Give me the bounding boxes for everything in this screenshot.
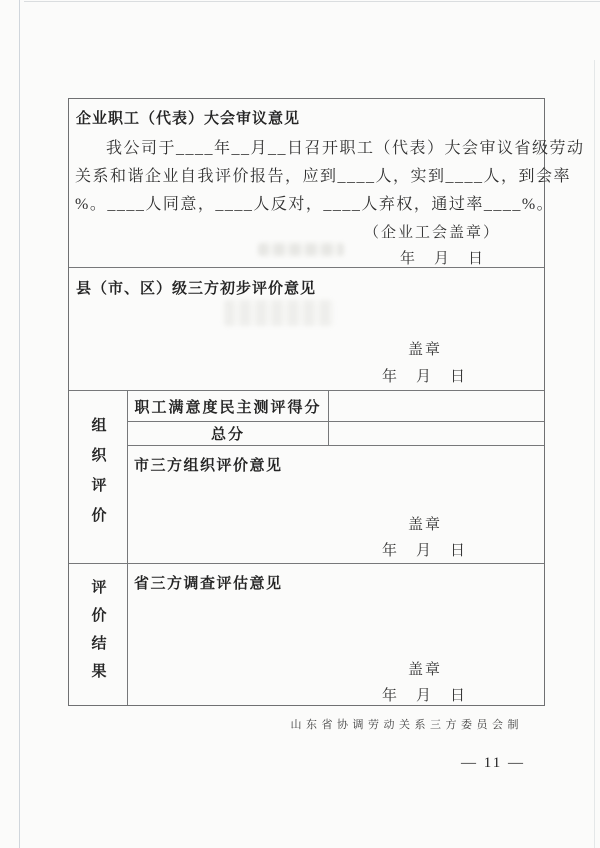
- page-number: — 11 —: [461, 755, 525, 771]
- union-seal-note: （企业工会盖章）: [363, 225, 500, 241]
- section-title: 企业职工（代表）大会审议意见: [76, 110, 301, 127]
- issuing-authority-note: 山东省协调劳动关系三方委员会制: [290, 719, 523, 731]
- satisfaction-score-label-cell: [128, 391, 329, 421]
- cell-label: 总分: [210, 426, 245, 443]
- table-row: [128, 422, 544, 446]
- section-title: 县（市、区）级三方初步评价意见: [76, 280, 317, 297]
- row-header-organization-evaluation: [69, 391, 128, 563]
- seal-label: 盖章: [407, 517, 442, 533]
- evaluation-form-table: [68, 98, 585, 706]
- section-organization-evaluation: [69, 391, 544, 564]
- organization-evaluation-content: [128, 391, 544, 563]
- satisfaction-score-value-cell: [329, 391, 544, 421]
- section-staff-congress-opinion: [69, 99, 585, 268]
- section-county-tripartite-opinion: [69, 268, 544, 391]
- date-line: 年 月 日: [381, 688, 467, 704]
- total-score-value-cell: [329, 422, 544, 445]
- body-text-line: 我公司于____年__月__日召开职工（代表）大会审议省级劳动: [106, 140, 585, 157]
- cell-label: 职工满意度民主测评得分: [134, 398, 322, 416]
- total-score-label-cell: [128, 422, 329, 445]
- section-title: 省三方调查评估意见: [134, 575, 283, 592]
- date-line: 年 月 日: [381, 543, 467, 559]
- table-row: [128, 391, 544, 422]
- body-text-line: 关系和谐企业自我评价报告，应到____人，实到____人，到会率: [75, 168, 572, 185]
- body-text-line: %。____人同意，____人反对，____人弃权，通过率____%。: [75, 196, 555, 213]
- row-header-evaluation-result: [69, 564, 128, 705]
- vertical-row-label: 评价结果: [89, 578, 107, 691]
- scan-edge-top-line: [24, 1, 600, 2]
- scan-edge-left-line: [19, 0, 20, 848]
- city-tripartite-opinion-cell: [128, 446, 544, 563]
- province-tripartite-opinion-cell: [128, 564, 544, 705]
- date-line: 年 月 日: [381, 369, 467, 385]
- section-title: 市三方组织评价意见: [134, 457, 283, 474]
- section-evaluation-result: [69, 564, 544, 705]
- seal-label: 盖章: [407, 662, 442, 678]
- scan-edge-right-line: [594, 60, 595, 848]
- vertical-row-label: 组织评价: [89, 417, 107, 537]
- date-line: 年 月 日: [399, 251, 485, 267]
- seal-label: 盖章: [407, 342, 442, 358]
